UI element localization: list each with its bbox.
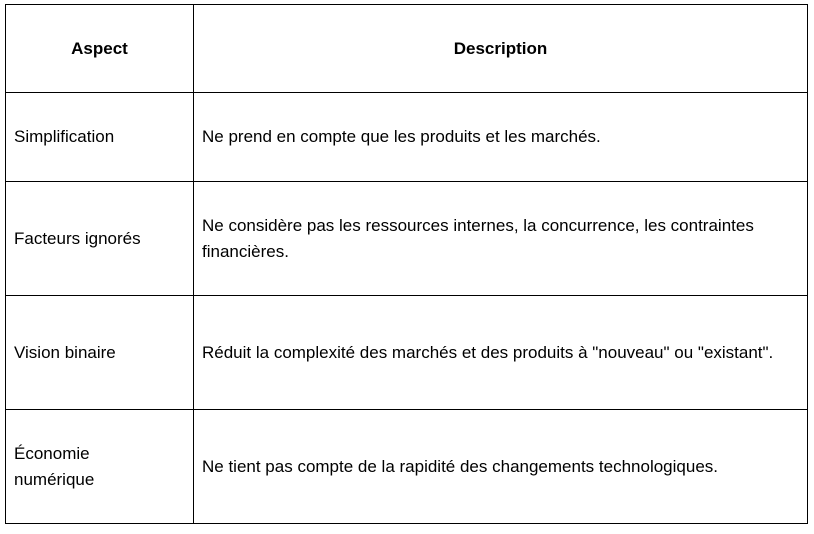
aspect-cell: Vision binaire (6, 296, 194, 410)
table-header-row (6, 5, 808, 93)
description-cell: Ne tient pas compte de la rapidité des changements technologiques. (194, 410, 808, 524)
aspect-cell: Simplification (6, 93, 194, 182)
table-row (6, 410, 808, 524)
table-row (6, 296, 808, 410)
header-description: Description (194, 5, 808, 93)
table-row (6, 182, 808, 296)
data-table (5, 4, 808, 524)
description-cell: Ne prend en compte que les produits et les marchés. (194, 93, 808, 182)
description-cell: Réduit la complexité des marchés et des produits à "nouveau" ou "existant". (194, 296, 808, 410)
aspect-cell: Économie numérique (6, 410, 194, 524)
aspect-cell: Facteurs ignorés (6, 182, 194, 296)
table-row (6, 93, 808, 182)
description-cell: Ne considère pas les ressources internes, la concurrence, les contraintes financières. (194, 182, 808, 296)
header-aspect: Aspect (6, 5, 194, 93)
